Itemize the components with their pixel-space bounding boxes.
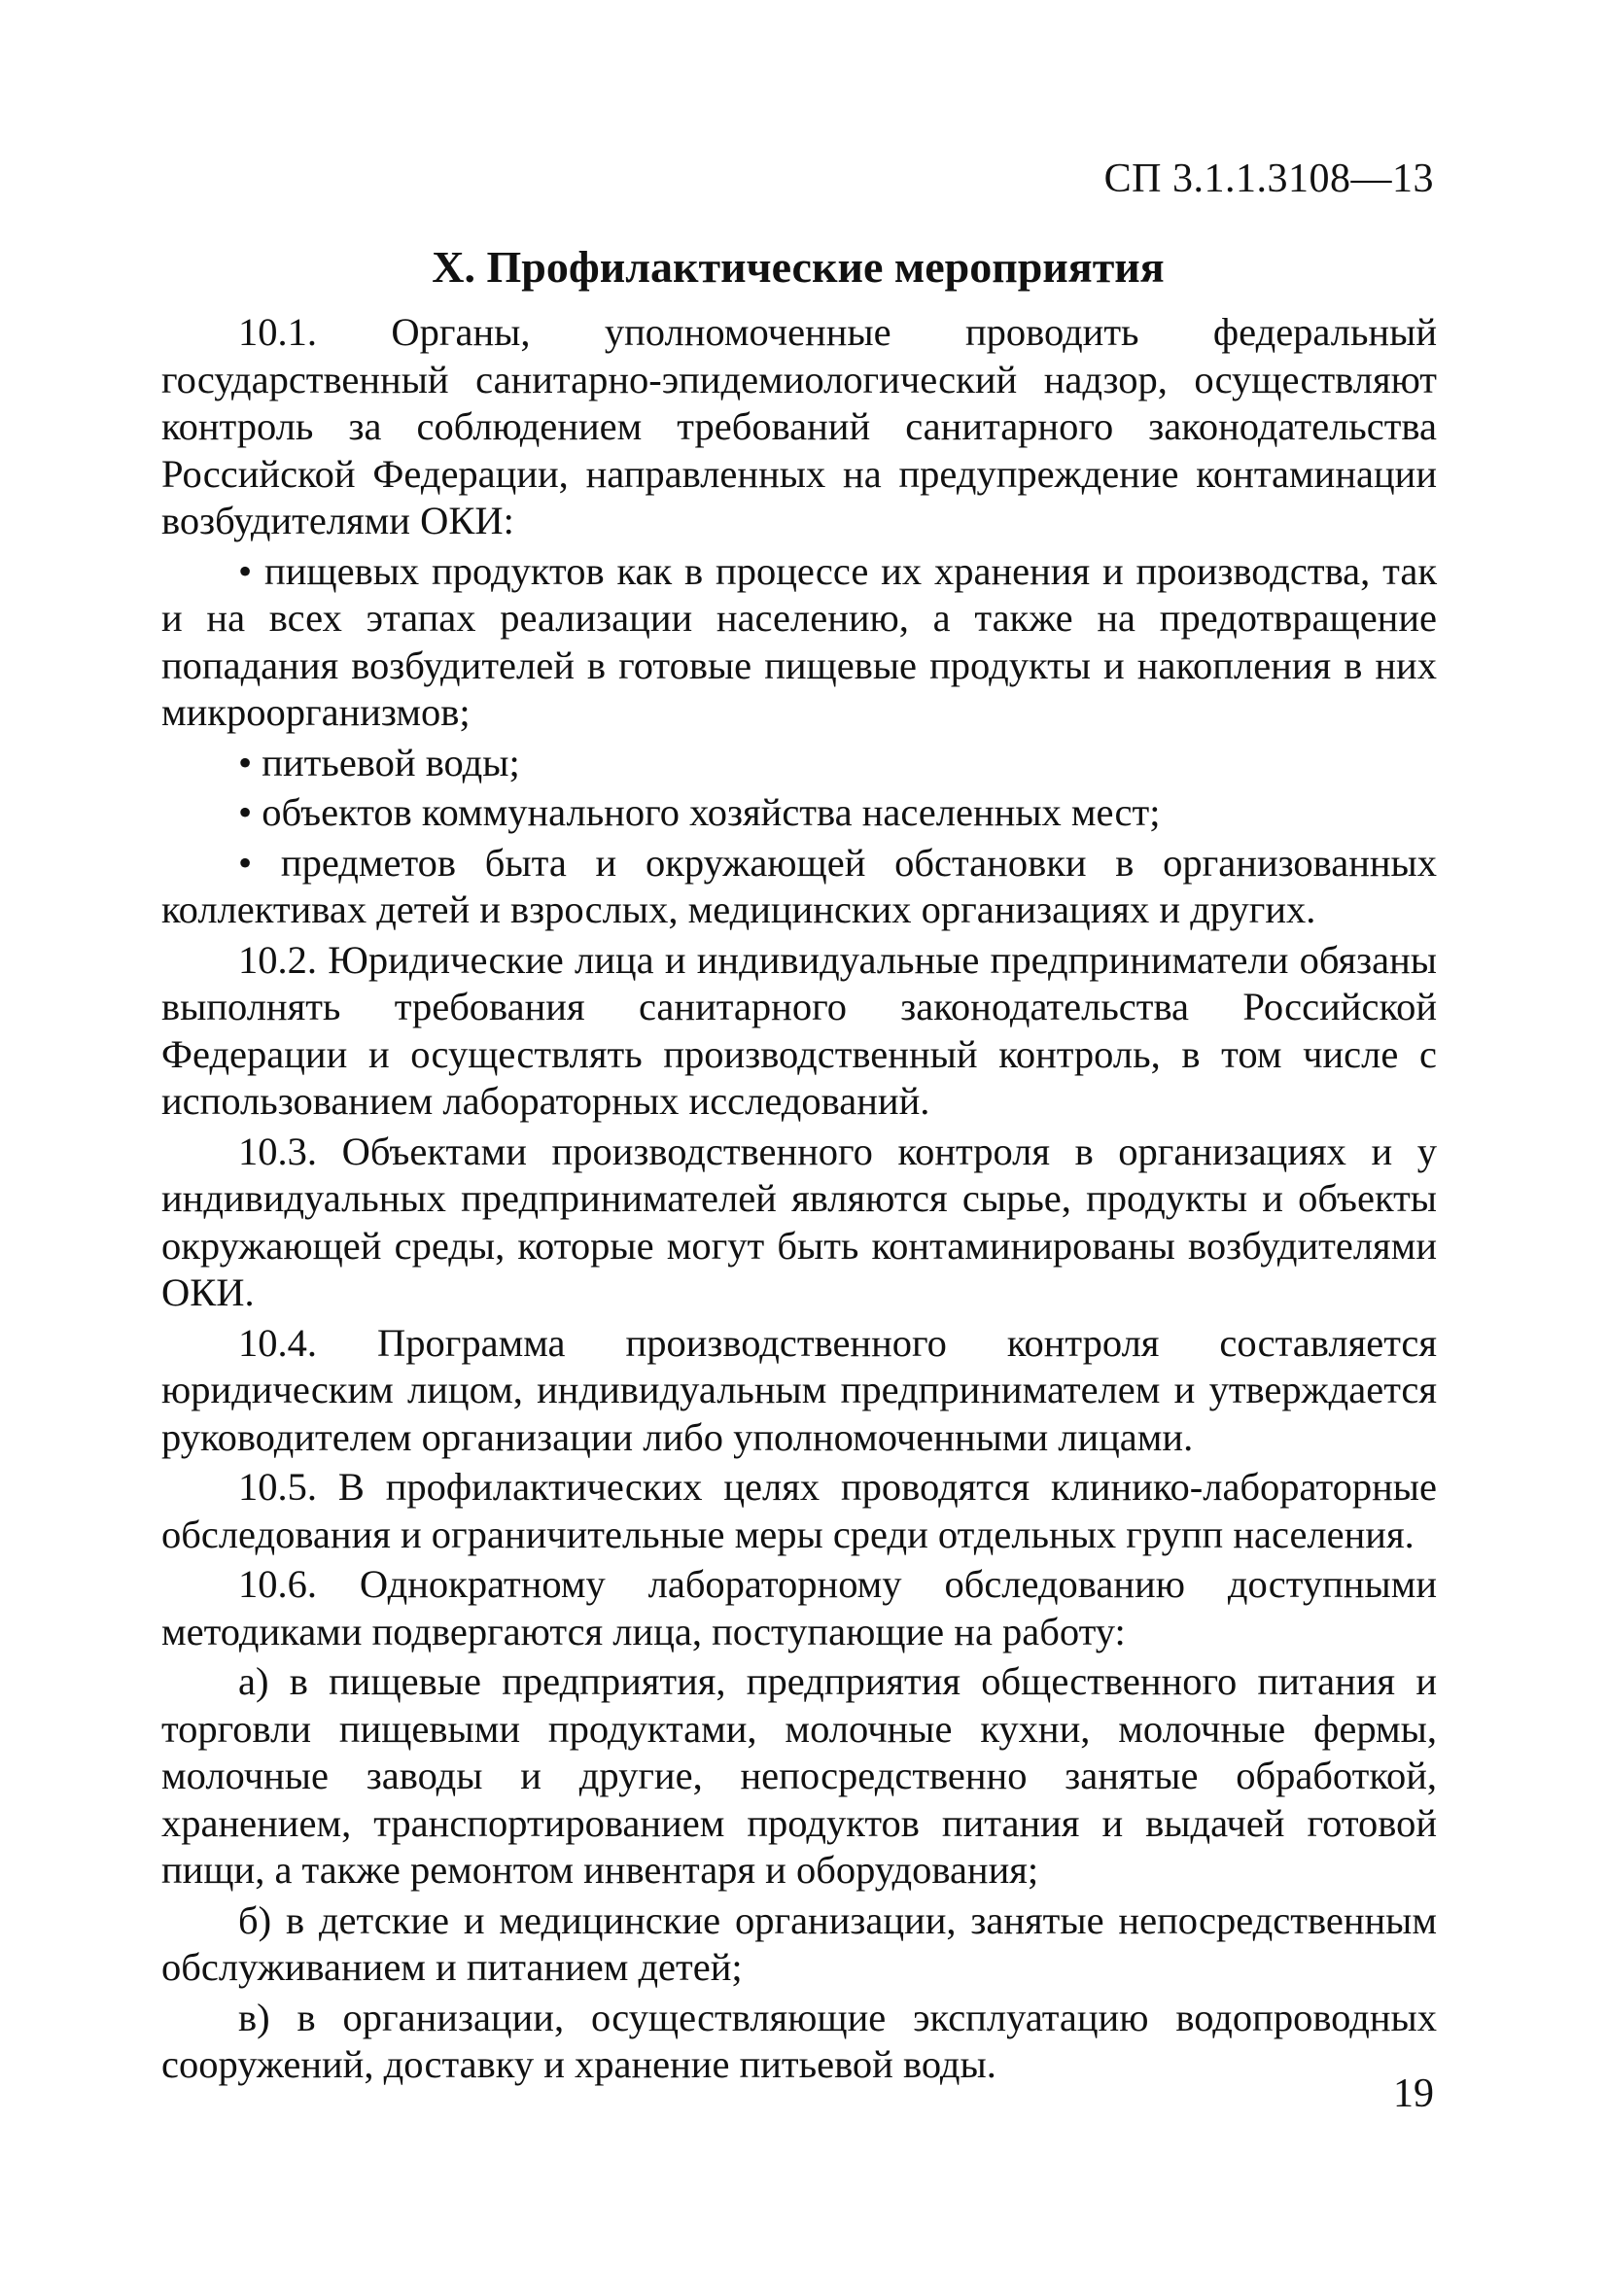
document-body	[161, 309, 1437, 2092]
bullet-communal-objects: • объектов коммунального хозяйства населенных мест;	[238, 790, 1161, 834]
item-v: в) в организации, осуществляющие эксплуатацию водопроводных сооружений, доставку и хранение питьевой воды.	[161, 1995, 1437, 2086]
item-a: а) в пищевые предприятия, предприятия общественного питания и торговли пищевыми продуктами, молочные кухни, молочные фермы, молочные заводы и другие, непосредственно занятые обработкой, хранением, транспортированием продуктов питания и выдачей готовой пищи, а также ремонтом инвентаря и оборудования;	[161, 1659, 1437, 1892]
paragraph-10-1: 10.1. Органы, уполномоченные проводить федеральный государственный санитарно-эпидемиологический надзор, осуществляют контроль за соблюдением требований санитарного законодательства Российской Федерации, направленных на предупреждение контаминации возбудителями ОКИ:	[161, 310, 1437, 542]
paragraph-10-3: 10.3. Объектами производственного контроля в организациях и у индивидуальных предпринимателей являются сырье, продукты и объекты окружающей среды, которые могут быть контаминированы возбудителями ОКИ.	[161, 1129, 1437, 1314]
item-b: б) в детские и медицинские организации, занятые непосредственным обслуживанием и питанием детей;	[161, 1897, 1437, 1989]
page-number: 19	[1393, 2071, 1434, 2116]
paragraph-10-5: 10.5. В профилактических целях проводятся клинико-лабораторные обследования и ограничительные меры среди отдельных групп населения.	[161, 1465, 1437, 1556]
bullet-food-products: • пищевых продуктов как в процессе их хранения и производства, так и на всех этапах реализации населению, а также на предотвращение попадания возбудителей в готовые пищевые продукты и накопления в них микроорганизмов;	[161, 548, 1437, 734]
paragraph-10-6: 10.6. Однократному лабораторному обследованию доступными методиками подвергаются лица, поступающие на работу:	[161, 1562, 1437, 1653]
section-title: X. Профилактические мероприятия	[432, 242, 1165, 292]
paragraph-10-4: 10.4. Программа производственного контроля составляется юридическим лицом, индивидуальным предпринимателем и утверждается руководителем организации либо уполномоченными лицами.	[161, 1320, 1437, 1459]
paragraph-10-2: 10.2. Юридические лица и индивидуальные предприниматели обязаны выполнять требования санитарного законодательства Российской Федерации и осуществлять производственный контроль, в том числе с использованием лабораторных исследований.	[161, 937, 1437, 1123]
bullet-drinking-water: • питьевой воды;	[238, 740, 520, 784]
document-code: СП 3.1.1.3108—13	[1103, 157, 1434, 201]
bullet-household-items: • предметов быта и окружающей обстановки в организованных коллективах детей и взрослых, медицинских организациях и других.	[161, 840, 1437, 931]
